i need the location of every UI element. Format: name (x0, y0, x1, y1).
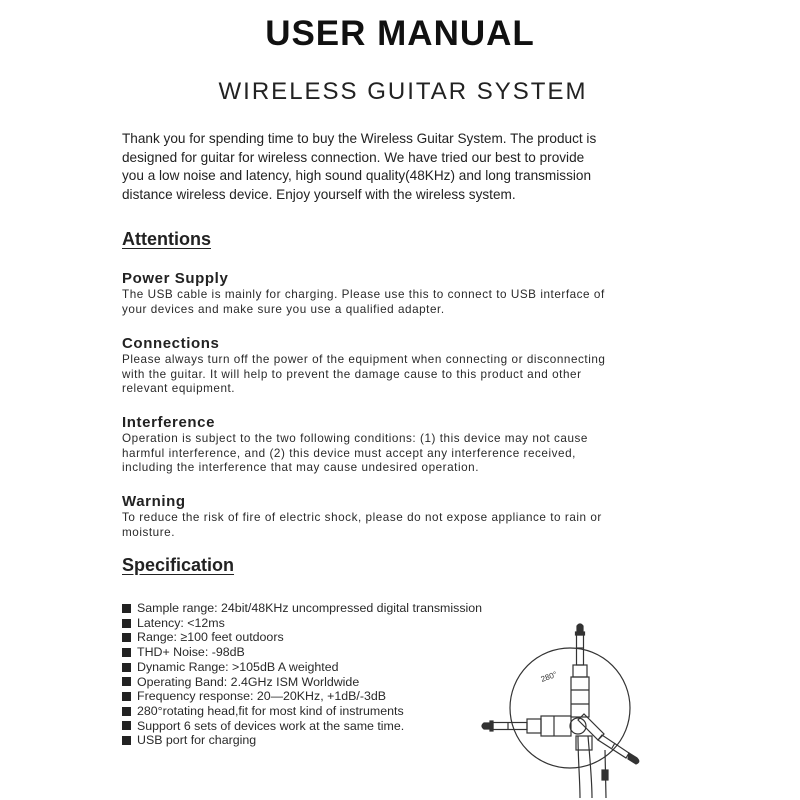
interference-heading: Interference (122, 414, 216, 431)
page-title: USER MANUAL (265, 14, 535, 53)
spec-text: Sample range: 24bit/48KHz uncompressed digital transmission (137, 601, 483, 615)
attentions-heading: Attentions (122, 229, 211, 249)
spec-item (122, 689, 482, 704)
bullet-square-icon (122, 604, 131, 613)
spec-text: Dynamic Range: >105dB A weighted (137, 659, 339, 674)
spec-text: 280°rotating head,fit for most kind of instruments (137, 703, 404, 718)
text-line: moisture. (122, 525, 176, 539)
upward-jack-icon (571, 624, 589, 717)
spec-item (122, 601, 482, 616)
warning-heading: Warning (122, 493, 186, 510)
bullet-square-icon (122, 721, 131, 730)
spec-item (122, 704, 482, 719)
specification-heading: Specification (122, 555, 235, 575)
rotating-head-diagram (478, 620, 648, 798)
spec-text: THD+ Noise: -98dB (137, 645, 245, 660)
connections-text (122, 353, 682, 397)
spec-text: Support 6 sets of devices work at the same time. (137, 718, 405, 733)
text-line: your devices and make sure you use a qualified adapter. (122, 302, 445, 316)
spec-text: Frequency response: 20—20KHz, +1dB/-3dB (137, 689, 386, 704)
page-subtitle: WIRELESS GUITAR SYSTEM (218, 78, 588, 105)
bullet-square-icon (122, 707, 131, 716)
text-line: including the interference that may cause undesired operation. (122, 461, 480, 474)
intro-line: designed for guitar for wireless connection. We have tried our best to provide (122, 149, 585, 165)
bullet-square-icon (122, 648, 131, 657)
connections-heading: Connections (122, 335, 220, 352)
text-line: To reduce the risk of fire of electric shock, please do not expose appliance to rain or (122, 511, 602, 524)
rotation-angle-label: 280° (539, 669, 559, 684)
spec-text: Operating Band: 2.4GHz ISM Worldwide (137, 674, 360, 689)
text-line: Please always turn off the power of the equipment when connecting or disconnecting (122, 353, 606, 366)
power-supply-heading: Power Supply (122, 270, 229, 287)
bullet-square-icon (122, 736, 131, 745)
spec-item (122, 660, 482, 675)
rotation-circle (510, 648, 630, 768)
text-line: harmful interference, and (2) this device must accept any interference received, (122, 446, 576, 460)
spec-item (122, 719, 482, 734)
bullet-square-icon (122, 633, 131, 642)
bullet-square-icon (122, 663, 131, 672)
spec-item (122, 645, 482, 660)
spec-item (122, 733, 482, 748)
spec-item (122, 630, 482, 645)
text-line: relevant equipment. (122, 382, 236, 395)
spec-item (122, 616, 482, 631)
left-jack-icon (482, 716, 571, 736)
interference-text (122, 432, 682, 476)
spec-list (122, 601, 482, 748)
diagonal-jack-icon (578, 714, 639, 764)
text-line: Operation is subject to the two following conditions: (1) this device may not cause (122, 432, 588, 445)
spec-text: Latency: <12ms (137, 615, 225, 630)
power-supply-text (122, 288, 682, 317)
intro-line: Thank you for spending time to buy the Wireless Guitar System. The product is (122, 131, 597, 146)
intro-line: distance wireless device. Enjoy yourself with the wireless system. (122, 186, 516, 202)
intro-paragraph (122, 130, 682, 204)
warning-text (122, 511, 682, 540)
bullet-square-icon (122, 692, 131, 701)
text-line: The USB cable is mainly for charging. Please use this to connect to USB interface of (122, 288, 605, 301)
bullet-square-icon (122, 677, 131, 686)
bullet-square-icon (122, 619, 131, 628)
spec-item (122, 675, 482, 690)
spec-text: USB port for charging (137, 733, 257, 748)
intro-line: you a low noise and latency, high sound quality(48KHz) and long transmission (122, 168, 592, 183)
spec-text: Range: ≥100 feet outdoors (137, 630, 284, 645)
text-line: with the guitar. It will help to prevent the damage cause to this product and other (122, 367, 582, 381)
